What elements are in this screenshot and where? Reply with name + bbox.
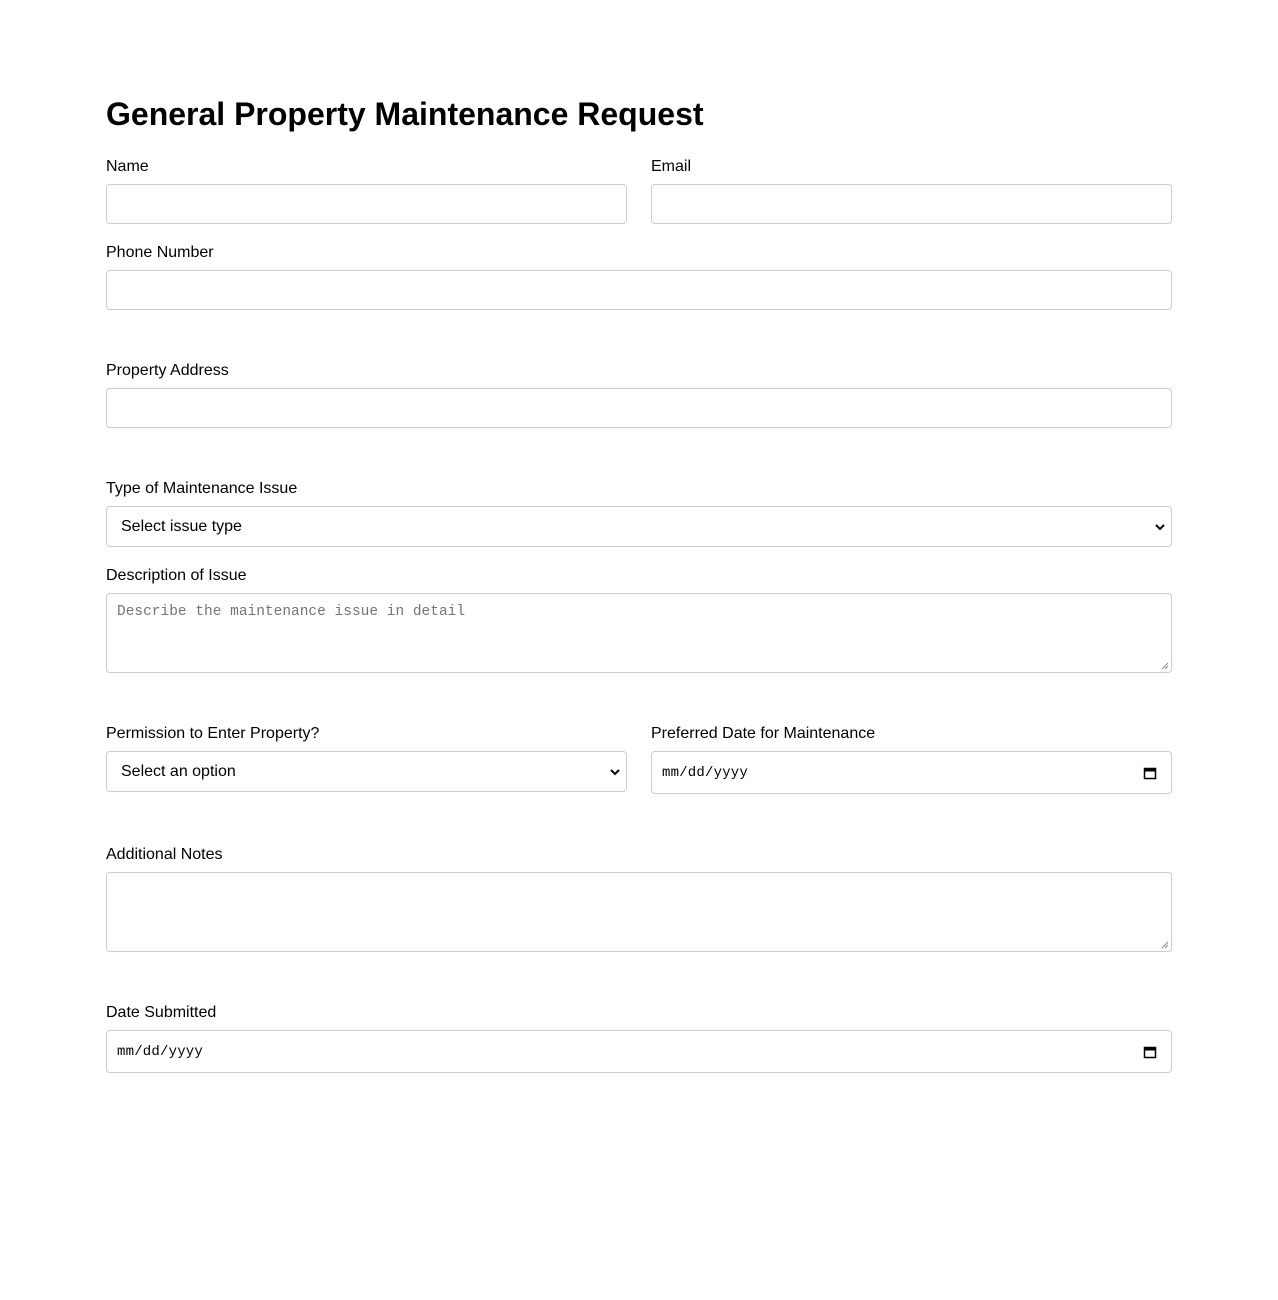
email-input[interactable] (651, 184, 1172, 224)
issue-type-label: Type of Maintenance Issue (106, 480, 298, 497)
email-label: Email (651, 158, 692, 175)
preferred-date-placeholder: mm/dd/yyyy (662, 764, 749, 781)
description-label: Description of Issue (106, 567, 247, 584)
date-submitted-field-group (106, 1004, 1172, 1060)
preferred-date-input[interactable] (651, 751, 1172, 794)
name-field-group (106, 158, 627, 176)
date-submitted-placeholder: mm/dd/yyyy (117, 1043, 204, 1060)
calendar-icon[interactable] (1143, 766, 1157, 780)
notes-field-group (106, 846, 1172, 864)
notes-label: Additional Notes (106, 846, 223, 863)
phone-label: Phone Number (106, 244, 214, 261)
calendar-icon[interactable] (1143, 1045, 1157, 1059)
permission-label: Permission to Enter Property? (106, 725, 320, 742)
permission-field-group (106, 725, 627, 780)
date-submitted-input[interactable] (106, 1030, 1172, 1073)
chevron-down-icon (1155, 523, 1165, 531)
issue-type-selected: Select issue type (121, 517, 242, 535)
page-title: General Property Maintenance Request (106, 96, 704, 132)
address-label: Property Address (106, 362, 229, 379)
date-submitted-label: Date Submitted (106, 1004, 217, 1021)
description-field-group (106, 567, 1172, 620)
address-input[interactable] (106, 388, 1172, 428)
address-field-group (106, 362, 1172, 380)
chevron-down-icon (610, 768, 620, 776)
name-label: Name (106, 158, 149, 175)
preferred-date-field-group (651, 725, 1172, 781)
description-textarea[interactable] (106, 593, 1172, 673)
phone-input[interactable] (106, 270, 1172, 310)
resize-grip-icon[interactable] (1161, 941, 1169, 949)
notes-textarea[interactable] (106, 872, 1172, 952)
permission-selected: Select an option (121, 762, 236, 780)
issue-type-select[interactable] (106, 506, 1172, 547)
phone-field-group (106, 244, 1172, 262)
resize-grip-icon[interactable] (1161, 662, 1169, 670)
issue-type-field-group (106, 480, 1172, 535)
permission-select[interactable] (106, 751, 627, 792)
name-input[interactable] (106, 184, 627, 224)
email-field-group (651, 158, 1172, 176)
preferred-date-label: Preferred Date for Maintenance (651, 725, 876, 742)
description-placeholder: Describe the maintenance issue in detail (117, 604, 466, 620)
